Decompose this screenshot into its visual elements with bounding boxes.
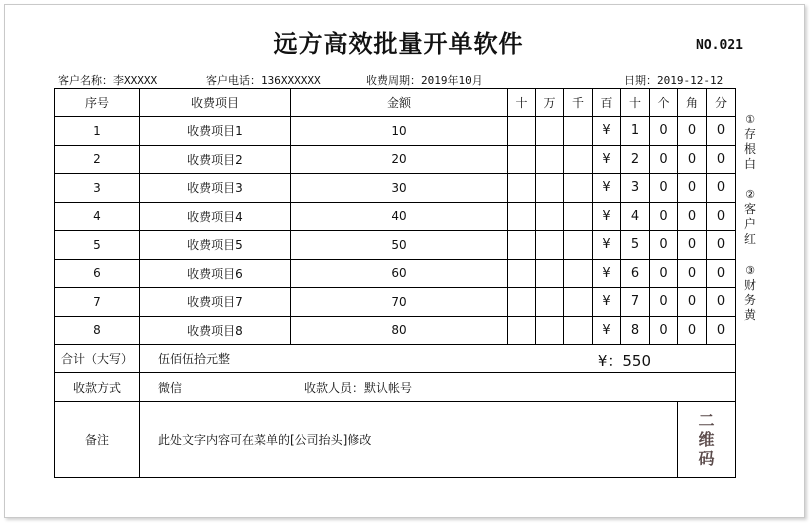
row-digit: 0: [650, 259, 678, 288]
row-digit: [508, 174, 536, 203]
row-digit: 1: [621, 117, 650, 146]
row-digit: [508, 231, 536, 260]
row-digit: 0: [707, 316, 736, 345]
row-digit: 0: [678, 117, 707, 146]
row-item: 收费项目1: [140, 117, 291, 146]
note-row: [55, 402, 736, 478]
header-digit: 分: [707, 89, 736, 117]
row-item: 收费项目5: [140, 231, 291, 260]
header-digit: 角: [678, 89, 707, 117]
copy-char: 根: [743, 142, 756, 156]
header-digit: 十: [621, 89, 650, 117]
row-digit: [536, 259, 564, 288]
header-digit: 百: [593, 89, 621, 117]
qr-char: 码: [698, 449, 715, 468]
copy-char: 财: [743, 278, 756, 292]
row-item: 收费项目2: [140, 145, 291, 174]
row-digit: 0: [707, 259, 736, 288]
row-amount: 70: [291, 288, 508, 317]
row-seq: 1: [55, 117, 140, 146]
row-amount: 40: [291, 202, 508, 231]
row-digit: [564, 117, 593, 146]
row-digit: [508, 288, 536, 317]
row-digit: 0: [650, 202, 678, 231]
row-digit: [564, 259, 593, 288]
row-digit: 0: [650, 231, 678, 260]
billing-period: 收费周期：2019年10月: [366, 74, 483, 87]
row-digit: 8: [621, 316, 650, 345]
row-seq: 7: [55, 288, 140, 317]
table-row: [55, 174, 736, 203]
row-digit: 6: [621, 259, 650, 288]
table-row: [55, 145, 736, 174]
row-digit: [536, 202, 564, 231]
copy-char: 务: [743, 293, 756, 307]
row-item: 收费项目4: [140, 202, 291, 231]
copy-char: 白: [743, 157, 756, 171]
row-digit: 0: [678, 231, 707, 260]
invoice-date: 日期：2019-12-12: [624, 74, 724, 87]
table-row: [55, 231, 736, 260]
total-label: 合计（大写）: [55, 345, 140, 373]
table-row: [55, 202, 736, 231]
row-digit: [508, 117, 536, 146]
document-title: 远方高效批量开单软件: [273, 30, 524, 58]
row-seq: 3: [55, 174, 140, 203]
row-digit: [536, 231, 564, 260]
row-digit: 4: [621, 202, 650, 231]
row-seq: 2: [55, 145, 140, 174]
copy-number: ①: [745, 113, 755, 126]
row-digit: [564, 202, 593, 231]
table-header: [55, 89, 736, 117]
payment-method: 微信: [158, 380, 183, 395]
copy-char: 户: [743, 217, 756, 231]
row-seq: 5: [55, 231, 140, 260]
row-digit: [536, 117, 564, 146]
row-digit: ¥: [593, 145, 621, 174]
row-digit: 0: [678, 259, 707, 288]
row-digit: 0: [650, 174, 678, 203]
row-digit: 0: [650, 117, 678, 146]
total-amount: ¥：550: [597, 352, 651, 370]
row-digit: [564, 174, 593, 203]
row-amount: 60: [291, 259, 508, 288]
row-amount: 50: [291, 231, 508, 260]
total-words: 伍佰伍拾元整: [158, 352, 231, 366]
row-digit: 0: [678, 174, 707, 203]
row-digit: ¥: [593, 288, 621, 317]
table-row: [55, 316, 736, 345]
row-digit: ¥: [593, 174, 621, 203]
header-digit: 万: [536, 89, 564, 117]
qr-char: 二: [698, 411, 715, 430]
row-amount: 80: [291, 316, 508, 345]
row-digit: 0: [707, 174, 736, 203]
row-digit: 3: [621, 174, 650, 203]
qr-char: 维: [698, 430, 715, 449]
row-digit: 0: [707, 117, 736, 146]
row-digit: 5: [621, 231, 650, 260]
table-row: [55, 117, 736, 146]
header-digit: 千: [564, 89, 593, 117]
row-digit: 0: [678, 316, 707, 345]
copy-number: ③: [745, 264, 755, 277]
row-digit: [508, 145, 536, 174]
row-digit: 0: [707, 202, 736, 231]
row-digit: ¥: [593, 202, 621, 231]
customer-phone: 客户电话：136XXXXXX: [206, 74, 321, 87]
row-digit: 0: [678, 288, 707, 317]
payment-collector: 收款人员：默认帐号: [304, 380, 413, 395]
row-digit: [536, 288, 564, 317]
note-text: 此处文字内容可在菜单的[公司抬头]修改: [140, 402, 678, 478]
total-row: [55, 345, 736, 373]
row-digit: [564, 316, 593, 345]
row-digit: ¥: [593, 316, 621, 345]
payment-row: [55, 373, 736, 402]
row-digit: 0: [650, 145, 678, 174]
row-digit: [508, 202, 536, 231]
copy-char: 黄: [743, 308, 756, 322]
row-digit: ¥: [593, 231, 621, 260]
row-digit: [508, 259, 536, 288]
header-seq: 序号: [55, 89, 140, 117]
row-digit: 2: [621, 145, 650, 174]
row-amount: 30: [291, 174, 508, 203]
row-digit: 0: [707, 145, 736, 174]
row-digit: 0: [678, 202, 707, 231]
row-digit: 0: [650, 288, 678, 317]
invoice-table: [54, 88, 736, 478]
copy-number: ②: [745, 188, 755, 201]
copy-char: 存: [743, 127, 756, 141]
copy-label-stub: [742, 112, 758, 172]
document-number: NO.021: [696, 38, 743, 53]
header-amount: 金额: [291, 89, 508, 117]
row-digit: [564, 145, 593, 174]
row-digit: [564, 288, 593, 317]
row-digit: ¥: [593, 259, 621, 288]
row-digit: ¥: [593, 117, 621, 146]
row-item: 收费项目3: [140, 174, 291, 203]
header-digit: 个: [650, 89, 678, 117]
header-digit: 十: [508, 89, 536, 117]
total-cell: [140, 345, 736, 373]
row-digit: 0: [707, 288, 736, 317]
row-digit: [536, 145, 564, 174]
row-item: 收费项目6: [140, 259, 291, 288]
copy-label-finance: [742, 263, 758, 323]
row-item: 收费项目8: [140, 316, 291, 345]
copy-label-customer: [742, 187, 758, 247]
row-digit: 0: [678, 145, 707, 174]
row-digit: [536, 174, 564, 203]
row-digit: 7: [621, 288, 650, 317]
payment-label: 收款方式: [55, 373, 140, 402]
table-row: [55, 288, 736, 317]
row-digit: [564, 231, 593, 260]
table-row: [55, 259, 736, 288]
copy-char: 红: [743, 232, 756, 246]
note-label: 备注: [55, 402, 140, 478]
row-amount: 10: [291, 117, 508, 146]
copy-char: 客: [743, 202, 756, 216]
row-item: 收费项目7: [140, 288, 291, 317]
qr-code-placeholder: [678, 402, 736, 478]
payment-cell: [140, 373, 736, 402]
row-seq: 4: [55, 202, 140, 231]
row-amount: 20: [291, 145, 508, 174]
header-item: 收费项目: [140, 89, 291, 117]
row-digit: [536, 316, 564, 345]
row-digit: [508, 316, 536, 345]
row-digit: 0: [650, 316, 678, 345]
row-digit: 0: [707, 231, 736, 260]
row-seq: 8: [55, 316, 140, 345]
row-seq: 6: [55, 259, 140, 288]
customer-name: 客户名称：李XXXXX: [58, 74, 158, 87]
